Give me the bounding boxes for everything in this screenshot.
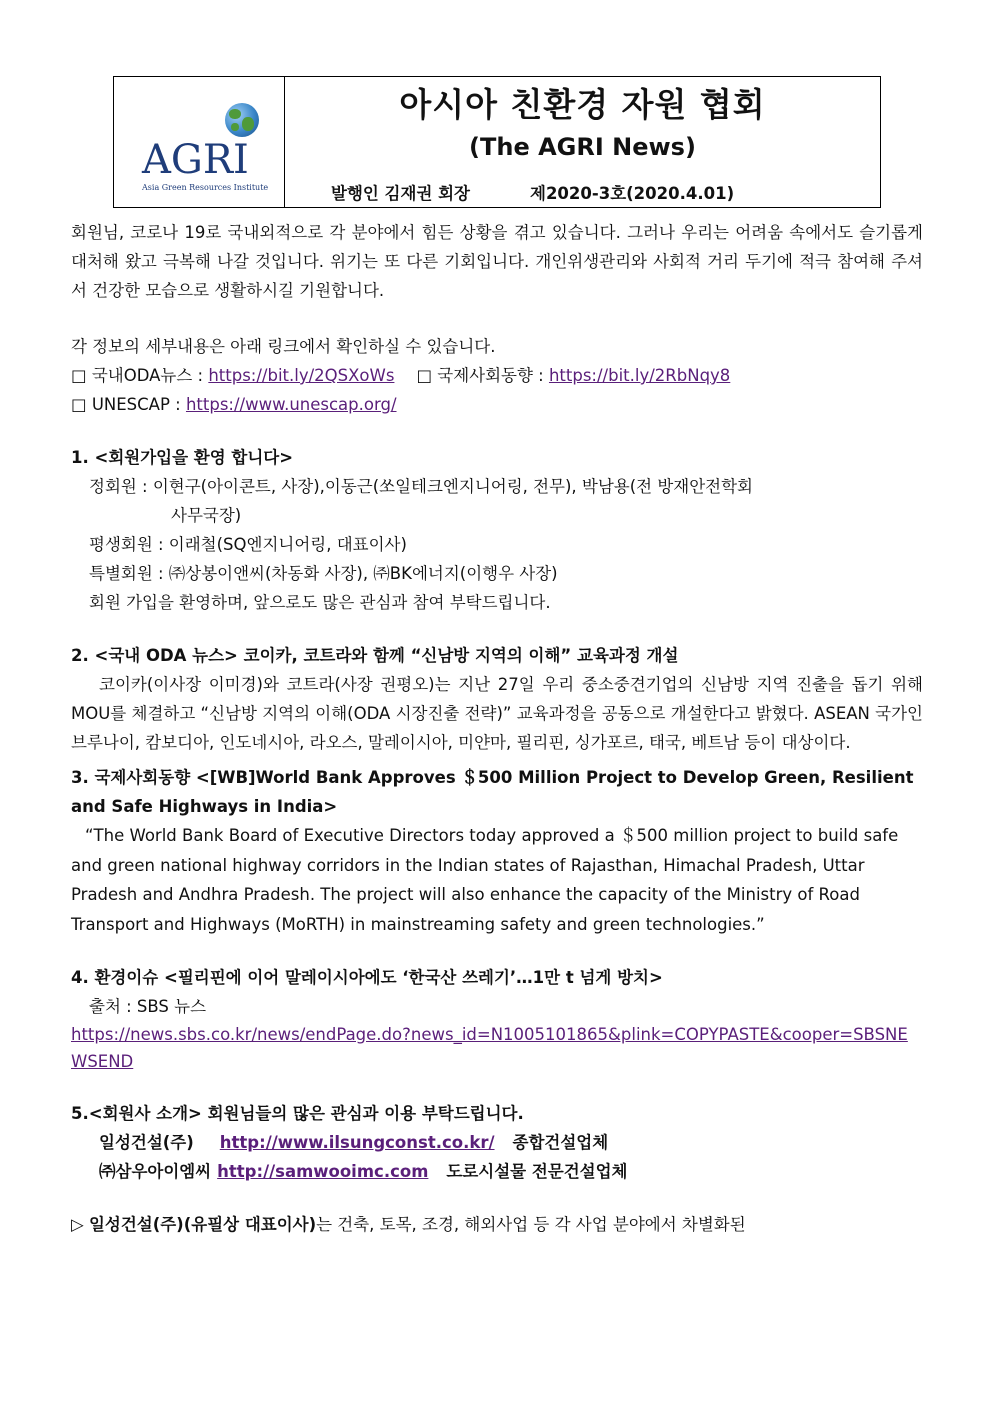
company-intro-name: 일성건설(주)(유필상 대표이사): [88, 1215, 317, 1234]
section3-heading: 3. 국제사회동향 <[WB]World Bank Approves ＄500 Million Project to Develop Green, Resilient and Safe Highways in India>: [71, 768, 914, 816]
company-type: 종합건설업체: [512, 1133, 609, 1152]
regular-members: 정회원 : 이현구(아이콘트, 사장),이동근(쏘일테크엔지니어링, 전무), 박남용(전 방재안전학회: [89, 477, 753, 496]
logo-subtitle: Asia Green Resources Institute: [142, 183, 269, 192]
logo-cell: [114, 77, 285, 207]
company-intro: [71, 1210, 923, 1239]
link-label-unescap: □ UNESCAP :: [71, 395, 186, 414]
publication-info: [331, 180, 734, 204]
section1-heading: 1. <회원가입을 환영 합니다>: [71, 448, 294, 467]
title-cell: [285, 77, 880, 207]
special-members: 특별회원 : ㈜상봉이앤씨(차동화 사장), ㈜BK에너지(이행우 사장): [89, 564, 558, 583]
link-row: [71, 390, 923, 419]
link-unescap[interactable]: https://www.unescap.org/: [185, 395, 397, 414]
newsletter-body: [71, 218, 923, 1239]
issue-number: 제2020-3호(2020.4.01): [530, 184, 735, 203]
company-link[interactable]: http://samwooimc.com: [217, 1162, 429, 1181]
welcome-message: 회원 가입을 환영하며, 앞으로도 많은 관심과 참여 부탁드립니다.: [89, 593, 551, 612]
link-label-oda: □ 국내ODA뉴스 :: [71, 366, 209, 385]
company-name: 일성건설(주): [99, 1133, 194, 1152]
section3-body: “The World Bank Board of Executive Directors today approved a ＄500 million project to build safe and green national highway corridors in the Indian states of Rajasthan, Himachal Pradesh, Uttar Pradesh and Andhra Pradesh. The project will also enhance the capacity of the Ministry of Road Transport and Highways (MoRTH) in mainstreaming safety and green technologies.”: [71, 826, 899, 934]
newsletter-header: [113, 76, 881, 208]
lifetime-members: 평생회원 : 이래철(SQ엔지니어링, 대표이사): [89, 535, 407, 554]
section4-heading: 4. 환경이슈 <필리핀에 이어 말레이시아에도 ‘한국산 쓰레기’…1만 t 넘게 방치>: [71, 968, 663, 987]
links-note: 각 정보의 세부내용은 아래 링크에서 확인하실 수 있습니다.: [71, 337, 496, 356]
company-row: [71, 1157, 923, 1186]
link-row: [71, 361, 923, 390]
company-row: [71, 1128, 923, 1157]
globe-icon: [225, 103, 259, 137]
news-source: 출처 : SBS 뉴스: [89, 997, 207, 1016]
link-label-international: □ 국제사회동향 :: [416, 366, 549, 385]
sbs-news-link[interactable]: https://news.sbs.co.kr/news/endPage.do?news_id=N1005101865&plink=COPYPASTE&cooper=SBSNEWSEND: [71, 1025, 908, 1071]
section2-heading: 2. <국내 ODA 뉴스> 코이카, 코트라와 함께 “신남방 지역의 이해” 교육과정 개설: [71, 646, 679, 665]
page-title: 아시아 친환경 자원 협회: [399, 85, 766, 124]
logo-text: AGRI: [142, 137, 249, 183]
company-intro-text: 는 건축, 토목, 조경, 해외사업 등 각 사업 분야에서 차별화된: [316, 1215, 746, 1234]
bullet-icon: ▷: [71, 1215, 89, 1234]
section5-heading: 5.<회원사 소개> 회원님들의 많은 관심과 이용 부탁드립니다.: [71, 1104, 524, 1123]
company-type: 도로시설물 전문건설업체: [446, 1162, 628, 1181]
section2-body: 코이카(이사장 이미경)와 코트라(사장 권평오)는 지난 27일 우리 중소중견기업의 신남방 지역 진출을 돕기 위해 MOU를 체결하고 “신남방 지역의 이해(ODA 시장진출 전략)” 교육과정을 공동으로 개설한다고 밝혔다. ASEAN 국가인 브루나이, 캄보디아, 인도네시아, 라오스, 말레이시아, 미얀마, 필리핀, 싱가포르, 태국, 베트남 등이 대상이다.: [71, 675, 923, 752]
greeting-paragraph: 회원님, 코로나 19로 국내외적으로 각 분야에서 힘든 상황을 겪고 있습니다. 그러나 우리는 어려움 속에서도 슬기롭게 대처해 왔고 극복해 나갈 것입니다. 위기는 또 다른 기회입니다. 개인위생관리와 사회적 거리 두기에 적극 참여해 주셔서 건강한 모습으로 생활하시길 기원합니다.: [71, 223, 923, 300]
link-international-trends[interactable]: https://bit.ly/2RbNqy8: [548, 366, 731, 385]
link-oda-news[interactable]: https://bit.ly/2QSXoWs: [208, 366, 395, 385]
company-name: ㈜삼우아이엠씨: [99, 1162, 212, 1181]
publisher: 발행인 김재권 회장: [331, 184, 471, 203]
page-subtitle: (The AGRI News): [469, 133, 696, 161]
regular-members-cont: 사무국장): [171, 506, 242, 525]
company-link[interactable]: http://www.ilsungconst.co.kr/: [219, 1133, 495, 1152]
